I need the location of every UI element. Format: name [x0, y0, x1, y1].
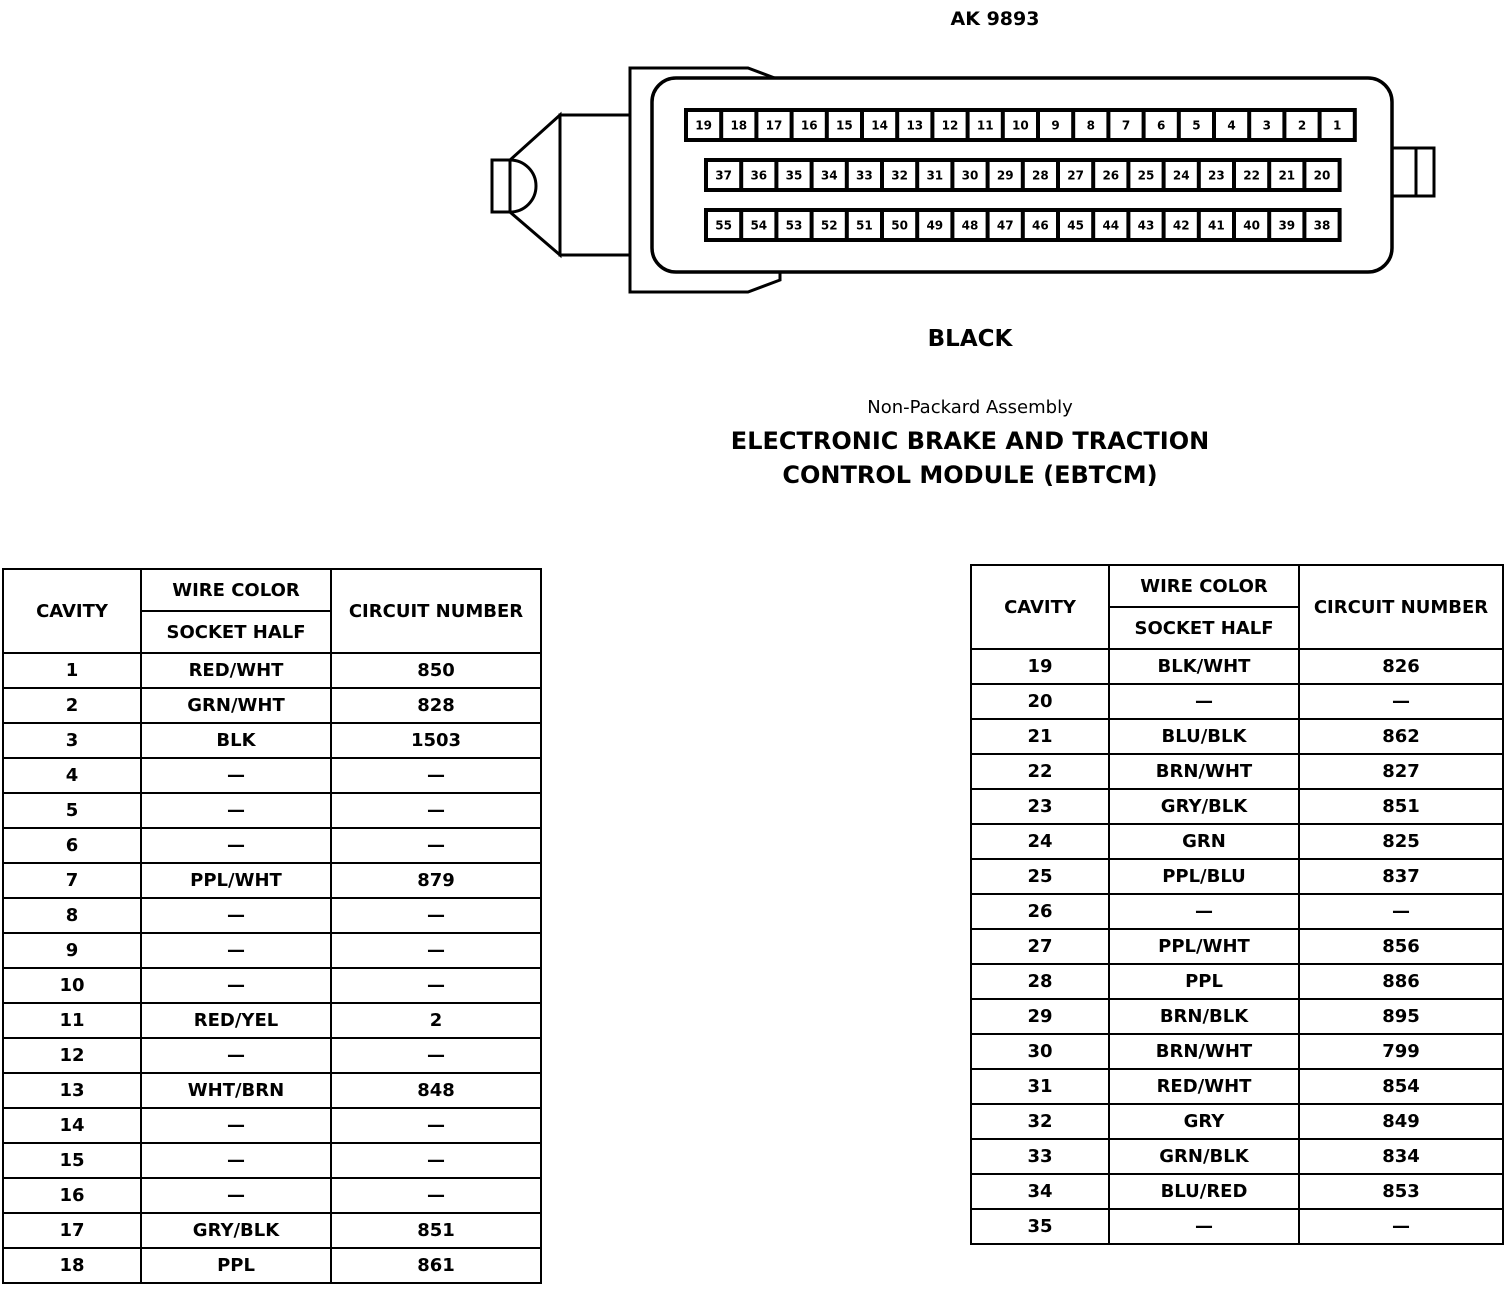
cavity-cell: 25 [971, 859, 1109, 894]
cavity-label: 34 [820, 168, 838, 183]
cavity-label: 28 [1032, 168, 1049, 183]
assembly-note: Non-Packard Assembly [867, 397, 1073, 418]
cavity-label: 21 [1278, 168, 1296, 183]
table-row [971, 1034, 1503, 1069]
cavity-label: 29 [996, 168, 1014, 183]
cavity-label: 6 [1157, 118, 1166, 133]
table-row [3, 793, 541, 828]
header-socket-half: SOCKET HALF [141, 611, 331, 653]
circuit-number-cell: 827 [1299, 754, 1503, 789]
wire-color-cell: — [141, 898, 331, 933]
header-socket-half: SOCKET HALF [1109, 607, 1299, 649]
cavity-label: 12 [941, 118, 959, 133]
table-row [971, 929, 1503, 964]
circuit-number-cell: 862 [1299, 719, 1503, 754]
cavity-label: 24 [1172, 168, 1190, 183]
table-row [3, 1248, 541, 1283]
circuit-number-cell: 1503 [331, 723, 541, 758]
table-row [971, 859, 1503, 894]
wire-color-cell: PPL/BLU [1109, 859, 1299, 894]
cavity-cell: 18 [3, 1248, 141, 1283]
cavity-cell: 20 [971, 684, 1109, 719]
circuit-number-cell: 861 [331, 1248, 541, 1283]
connector-neck [560, 115, 630, 255]
table-row [971, 754, 1503, 789]
cavity-label: 39 [1278, 218, 1296, 233]
table-row [3, 968, 541, 1003]
cavity-label: 17 [765, 118, 783, 133]
table-row [3, 723, 541, 758]
wire-color-cell: GRY/BLK [1109, 789, 1299, 824]
cavity-cell: 34 [971, 1174, 1109, 1209]
circuit-number-cell: 848 [331, 1073, 541, 1108]
table-row [3, 898, 541, 933]
cavity-cell: 26 [971, 894, 1109, 929]
wire-color-cell: GRN/BLK [1109, 1139, 1299, 1174]
cavity-label: 27 [1067, 168, 1084, 183]
cavity-cell: 9 [3, 933, 141, 968]
cavity-cell: 32 [971, 1104, 1109, 1139]
table-row [971, 1104, 1503, 1139]
circuit-number-cell: 825 [1299, 824, 1503, 859]
wire-color-cell: — [141, 933, 331, 968]
circuit-number-cell: — [331, 898, 541, 933]
table-row [971, 894, 1503, 929]
cavity-cell: 4 [3, 758, 141, 793]
circuit-number-cell: 879 [331, 863, 541, 898]
cavity-label: 40 [1243, 218, 1260, 233]
table-row [3, 1143, 541, 1178]
cavity-label: 19 [695, 118, 712, 133]
circuit-number-cell: 837 [1299, 859, 1503, 894]
circuit-number-cell: — [331, 1108, 541, 1143]
table-row [3, 653, 541, 688]
wire-color-cell: BRN/WHT [1109, 1034, 1299, 1069]
circuit-number-cell: — [331, 1178, 541, 1213]
circuit-number-cell: 895 [1299, 999, 1503, 1034]
cavity-label: 35 [785, 168, 803, 183]
table-row [971, 1069, 1503, 1104]
pinout-table-left [2, 568, 542, 1284]
cavity-label: 15 [836, 118, 853, 133]
table-row [971, 789, 1503, 824]
table-row [3, 1038, 541, 1073]
table-row [971, 1174, 1503, 1209]
cavity-cell: 31 [971, 1069, 1109, 1104]
cavity-cell: 7 [3, 863, 141, 898]
cavity-cell: 16 [3, 1178, 141, 1213]
cavity-label: 49 [926, 218, 944, 233]
table-row [971, 1209, 1503, 1244]
cavity-label: 20 [1313, 168, 1331, 183]
wire-color-cell: — [141, 793, 331, 828]
cavity-cell: 2 [3, 688, 141, 723]
cavity-label: 23 [1208, 168, 1225, 183]
wire-color-cell: BRN/WHT [1109, 754, 1299, 789]
cavity-label: 11 [976, 118, 994, 133]
table-row [3, 688, 541, 723]
wire-color-cell: BLU/RED [1109, 1174, 1299, 1209]
circuit-number-cell: 834 [1299, 1139, 1503, 1174]
table-row [971, 964, 1503, 999]
cavity-cell: 6 [3, 828, 141, 863]
cavity-label: 1 [1333, 118, 1342, 133]
cavity-cell: 11 [3, 1003, 141, 1038]
cavity-cell: 29 [971, 999, 1109, 1034]
cavity-cell: 10 [3, 968, 141, 1003]
header-cavity: CAVITY [971, 565, 1109, 649]
cavity-label: 14 [871, 118, 888, 133]
circuit-number-cell: — [331, 968, 541, 1003]
circuit-number-cell: — [331, 828, 541, 863]
connector-color-label: BLACK [927, 326, 1013, 352]
cavity-label: 45 [1067, 218, 1084, 233]
circuit-number-cell: — [331, 793, 541, 828]
circuit-number-cell: 828 [331, 688, 541, 723]
cavity-cell: 5 [3, 793, 141, 828]
wire-color-cell: — [1109, 894, 1299, 929]
cavity-label: 18 [730, 118, 748, 133]
cavity-cell: 23 [971, 789, 1109, 824]
wire-color-cell: PPL [1109, 964, 1299, 999]
cavity-label: 7 [1121, 118, 1131, 133]
cavity-label: 36 [750, 168, 768, 183]
header-wire-color: WIRE COLOR [141, 569, 331, 611]
cavity-label: 8 [1086, 118, 1095, 133]
circuit-number-cell: 854 [1299, 1069, 1503, 1104]
circuit-number-cell: 853 [1299, 1174, 1503, 1209]
circuit-number-cell: 886 [1299, 964, 1503, 999]
cavity-label: 16 [800, 118, 818, 133]
table-row [971, 999, 1503, 1034]
cavity-label: 52 [820, 218, 838, 233]
circuit-number-cell: — [331, 758, 541, 793]
cavity-label: 38 [1313, 218, 1331, 233]
connector-diagram [480, 60, 1450, 300]
wire-color-cell: — [141, 828, 331, 863]
wire-color-cell: GRY [1109, 1104, 1299, 1139]
wire-color-cell: GRY/BLK [141, 1213, 331, 1248]
cavity-label: 10 [1012, 118, 1029, 133]
title-line-1: ELECTRONIC BRAKE AND TRACTION [730, 427, 1210, 455]
cavity-label: 46 [1032, 218, 1049, 233]
cavity-label: 2 [1297, 118, 1307, 133]
wire-color-cell: RED/WHT [141, 653, 331, 688]
wire-color-cell: — [1109, 684, 1299, 719]
wire-color-cell: RED/YEL [141, 1003, 331, 1038]
table-row [3, 1073, 541, 1108]
cavity-label: 33 [856, 168, 873, 183]
cavity-cell: 28 [971, 964, 1109, 999]
cavity-cell: 8 [3, 898, 141, 933]
wire-color-cell: PPL/WHT [1109, 929, 1299, 964]
cavity-label: 47 [996, 218, 1014, 233]
cavity-label: 42 [1172, 218, 1190, 233]
wire-color-cell: PPL/WHT [141, 863, 331, 898]
wire-color-cell: — [141, 758, 331, 793]
cavity-cell: 35 [971, 1209, 1109, 1244]
table-row [971, 824, 1503, 859]
wire-color-cell: RED/WHT [1109, 1069, 1299, 1104]
cavity-cell: 33 [971, 1139, 1109, 1174]
cavity-cell: 17 [3, 1213, 141, 1248]
cavity-label: 43 [1137, 218, 1155, 233]
cavity-label: 48 [961, 218, 979, 233]
cavity-cell: 30 [971, 1034, 1109, 1069]
header-wire-color: WIRE COLOR [1109, 565, 1299, 607]
figure-title [700, 424, 1240, 492]
cavity-label: 25 [1137, 168, 1155, 183]
cavity-label: 54 [750, 218, 768, 233]
table-row [3, 1003, 541, 1038]
wire-color-cell: BRN/BLK [1109, 999, 1299, 1034]
connector-key [1392, 148, 1434, 196]
wire-color-cell: — [141, 1143, 331, 1178]
cavity-cell: 27 [971, 929, 1109, 964]
table-row [3, 933, 541, 968]
header-circuit-number: CIRCUIT NUMBER [1299, 565, 1503, 649]
cavity-label: 13 [906, 118, 924, 133]
cavity-cell: 1 [3, 653, 141, 688]
figure-reference: AK 9893 [950, 8, 1040, 30]
cavity-label: 53 [785, 218, 803, 233]
cavity-cell: 19 [971, 649, 1109, 684]
title-line-2: CONTROL MODULE (EBTCM) [782, 461, 1158, 489]
header-cavity: CAVITY [3, 569, 141, 653]
cavity-label: 5 [1192, 118, 1201, 133]
table-row [3, 1213, 541, 1248]
cavity-cell: 3 [3, 723, 141, 758]
pinout-table-right [970, 564, 1504, 1245]
circuit-number-cell: — [1299, 894, 1503, 929]
circuit-number-cell: 2 [331, 1003, 541, 1038]
cavity-label: 32 [891, 168, 908, 183]
cavity-cell: 22 [971, 754, 1109, 789]
circuit-number-cell: 856 [1299, 929, 1503, 964]
cavity-label: 37 [715, 168, 732, 183]
circuit-number-cell: — [331, 1143, 541, 1178]
cavity-label: 55 [715, 218, 732, 233]
circuit-number-cell: — [331, 1038, 541, 1073]
wire-color-cell: BLK [141, 723, 331, 758]
wire-color-cell: — [141, 1178, 331, 1213]
table-row [3, 1108, 541, 1143]
table-row [971, 1139, 1503, 1174]
table-row [3, 828, 541, 863]
cavity-cell: 21 [971, 719, 1109, 754]
circuit-number-cell: 826 [1299, 649, 1503, 684]
cavity-label: 26 [1102, 168, 1120, 183]
wire-color-cell: BLK/WHT [1109, 649, 1299, 684]
cavity-label: 31 [926, 168, 944, 183]
circuit-number-cell: 849 [1299, 1104, 1503, 1139]
wire-color-cell: GRN [1109, 824, 1299, 859]
wire-color-cell: GRN/WHT [141, 688, 331, 723]
cavity-cell: 24 [971, 824, 1109, 859]
circuit-number-cell: 851 [331, 1213, 541, 1248]
table-row [971, 649, 1503, 684]
circuit-number-cell: — [1299, 684, 1503, 719]
cavity-cell: 12 [3, 1038, 141, 1073]
wire-color-cell: — [141, 968, 331, 1003]
wire-color-cell: WHT/BRN [141, 1073, 331, 1108]
cavity-label: 9 [1051, 118, 1060, 133]
header-circuit-number: CIRCUIT NUMBER [331, 569, 541, 653]
cavity-label: 4 [1227, 118, 1236, 133]
wire-color-cell: PPL [141, 1248, 331, 1283]
circuit-number-cell: 850 [331, 653, 541, 688]
cavity-label: 50 [891, 218, 908, 233]
table-row [971, 684, 1503, 719]
wire-color-cell: — [141, 1108, 331, 1143]
cavity-label: 3 [1262, 118, 1271, 133]
circuit-number-cell: 799 [1299, 1034, 1503, 1069]
table-row [971, 719, 1503, 754]
table-row [3, 758, 541, 793]
cavity-cell: 14 [3, 1108, 141, 1143]
cavity-label: 41 [1208, 218, 1225, 233]
wire-color-cell: BLU/BLK [1109, 719, 1299, 754]
cavity-label: 44 [1102, 218, 1120, 233]
wire-color-cell: — [1109, 1209, 1299, 1244]
table-row [3, 863, 541, 898]
connector-latch-nose [492, 160, 536, 212]
table-row [3, 1178, 541, 1213]
wire-color-cell: — [141, 1038, 331, 1073]
cavity-label: 51 [856, 218, 873, 233]
cavity-cell: 15 [3, 1143, 141, 1178]
circuit-number-cell: — [1299, 1209, 1503, 1244]
cavity-cell: 13 [3, 1073, 141, 1108]
circuit-number-cell: — [331, 933, 541, 968]
cavity-label: 22 [1243, 168, 1260, 183]
circuit-number-cell: 851 [1299, 789, 1503, 824]
cavity-label: 30 [961, 168, 979, 183]
